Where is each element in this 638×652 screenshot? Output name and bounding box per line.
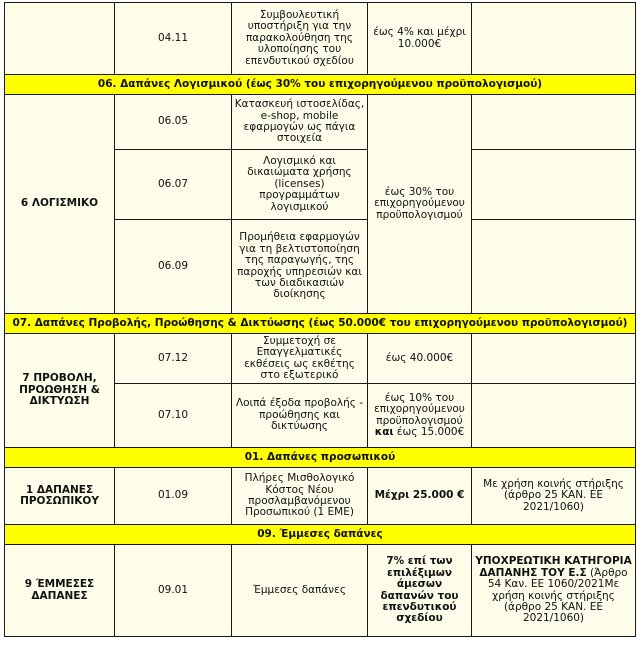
- expense-description: Πλήρες Μισθολογικό Κόστος Νέου προσλαμβανόμενου Προσωπικού (1 ΕΜΕ): [232, 468, 368, 525]
- notes-cell-empty: [472, 150, 636, 220]
- mandatory-category-note: ΥΠΟΧΡΕΩΤΙΚΗ ΚΑΤΗΓΟΡΙΑ ΔΑΠΑΝΗΣ ΤΟΥ Ε.Σ: [475, 555, 632, 579]
- category-label: 6 ΛΟΓΙΣΜΙΚΟ: [5, 95, 115, 314]
- limit-amount: έως 15.000€: [396, 425, 465, 438]
- section-title: 06. Δαπάνες Λογισμικού (έως 30% του επιχορηγούμενου προϋπολογισμού): [5, 75, 636, 95]
- notes-cell-empty: [472, 384, 636, 448]
- section-header-09: [5, 525, 636, 545]
- expense-code: 01.09: [115, 468, 232, 525]
- expense-code: 06.09: [115, 220, 232, 314]
- category-label: 7 ΠΡΟΒΟΛΗ, ΠΡΟΩΘΗΣΗ & ΔΙΚΤΥΩΣΗ: [5, 334, 115, 448]
- expense-description: Λογισμικό και δικαιώματα χρήσης (licenses) προγραμμάτων λογισμικού: [232, 150, 368, 220]
- expense-description: Λοιπά έξοδα προβολής - προώθησης και δικτύωσης: [232, 384, 368, 448]
- notes-cell-empty: [472, 95, 636, 150]
- section-header-06: [5, 75, 636, 95]
- expense-limit: 7% επί των επιλέξιμων άμεσων δαπανών του επενδυτικού σχεδίου: [368, 545, 472, 637]
- table-row-01-09: [5, 468, 636, 525]
- expense-code: 04.11: [115, 3, 232, 75]
- table-row-07-12: [5, 334, 636, 384]
- expense-description: Προμήθεια εφαρμογών για τη βελτιστοποίηση της παραγωγής, της παροχής υπηρεσιών και των διαδικασιών διοίκησης: [232, 220, 368, 314]
- expense-categories-table: [4, 2, 636, 637]
- expense-limit: Μέχρι 25.000 €: [368, 468, 472, 525]
- limit-percentage: έως 10% του επιχορηγούμενου προϋπολογισμού: [374, 391, 465, 427]
- expense-description: Συμμετοχή σε Επαγγελματικές εκθέσεις ως εκθέτης στο εξωτερικό: [232, 334, 368, 384]
- section-header-01: [5, 448, 636, 468]
- expense-note: [472, 545, 636, 637]
- table-row-06-05: [5, 95, 636, 150]
- expense-code: 07.12: [115, 334, 232, 384]
- expense-code: 09.01: [115, 545, 232, 637]
- notes-cell-empty: [472, 3, 636, 75]
- expense-limit: έως 40.000€: [368, 334, 472, 384]
- table-row-09-01: [5, 545, 636, 637]
- section-title: 09. Έμμεσες δαπάνες: [5, 525, 636, 545]
- section-title: 07. Δαπάνες Προβολής, Προώθησης & Δικτύωσης (έως 50.000€ του επιχορηγούμενου προϋπολογισμού): [5, 314, 636, 334]
- category-cell-empty: [5, 3, 115, 75]
- regulation-note: (Άρθρο 54 Καν. ΕΕ 1060/2021Με χρήση κοινής στήριξης (άρθρο 25 ΚΑΝ. ΕΕ 2021/1060): [487, 566, 628, 625]
- limit-and: και: [374, 425, 394, 438]
- expense-code: 06.05: [115, 95, 232, 150]
- expense-description: Κατασκευή ιστοσελίδας, e-shop, mobile εφαρμογών ως πάγια στοιχεία: [232, 95, 368, 150]
- expense-code: 07.10: [115, 384, 232, 448]
- expense-note: Με χρήση κοινής στήριξης (άρθρο 25 ΚΑΝ. ΕΕ 2021/1060): [472, 468, 636, 525]
- section-title: 01. Δαπάνες προσωπικού: [5, 448, 636, 468]
- expense-limit: [368, 384, 472, 448]
- notes-cell-empty: [472, 334, 636, 384]
- notes-cell-empty: [472, 220, 636, 314]
- category-label: 1 ΔΑΠΑΝΕΣ ΠΡΟΣΩΠΙΚΟΥ: [5, 468, 115, 525]
- section-header-07: [5, 314, 636, 334]
- category-label: 9 ΈΜΜΕΣΕΣ ΔΑΠΑΝΕΣ: [5, 545, 115, 637]
- expense-limit: έως 4% και μέχρι 10.000€: [368, 3, 472, 75]
- expense-description: Έμμεσες δαπάνες: [232, 545, 368, 637]
- expense-code: 06.07: [115, 150, 232, 220]
- expense-description: Συμβουλευτική υποστήριξη για την παρακολούθηση της υλοποίησης του επενδυτικού σχεδίου: [232, 3, 368, 75]
- expense-limit: έως 30% του επιχορηγούμενου προϋπολογισμού: [368, 95, 472, 314]
- table-row-04-11: [5, 3, 636, 75]
